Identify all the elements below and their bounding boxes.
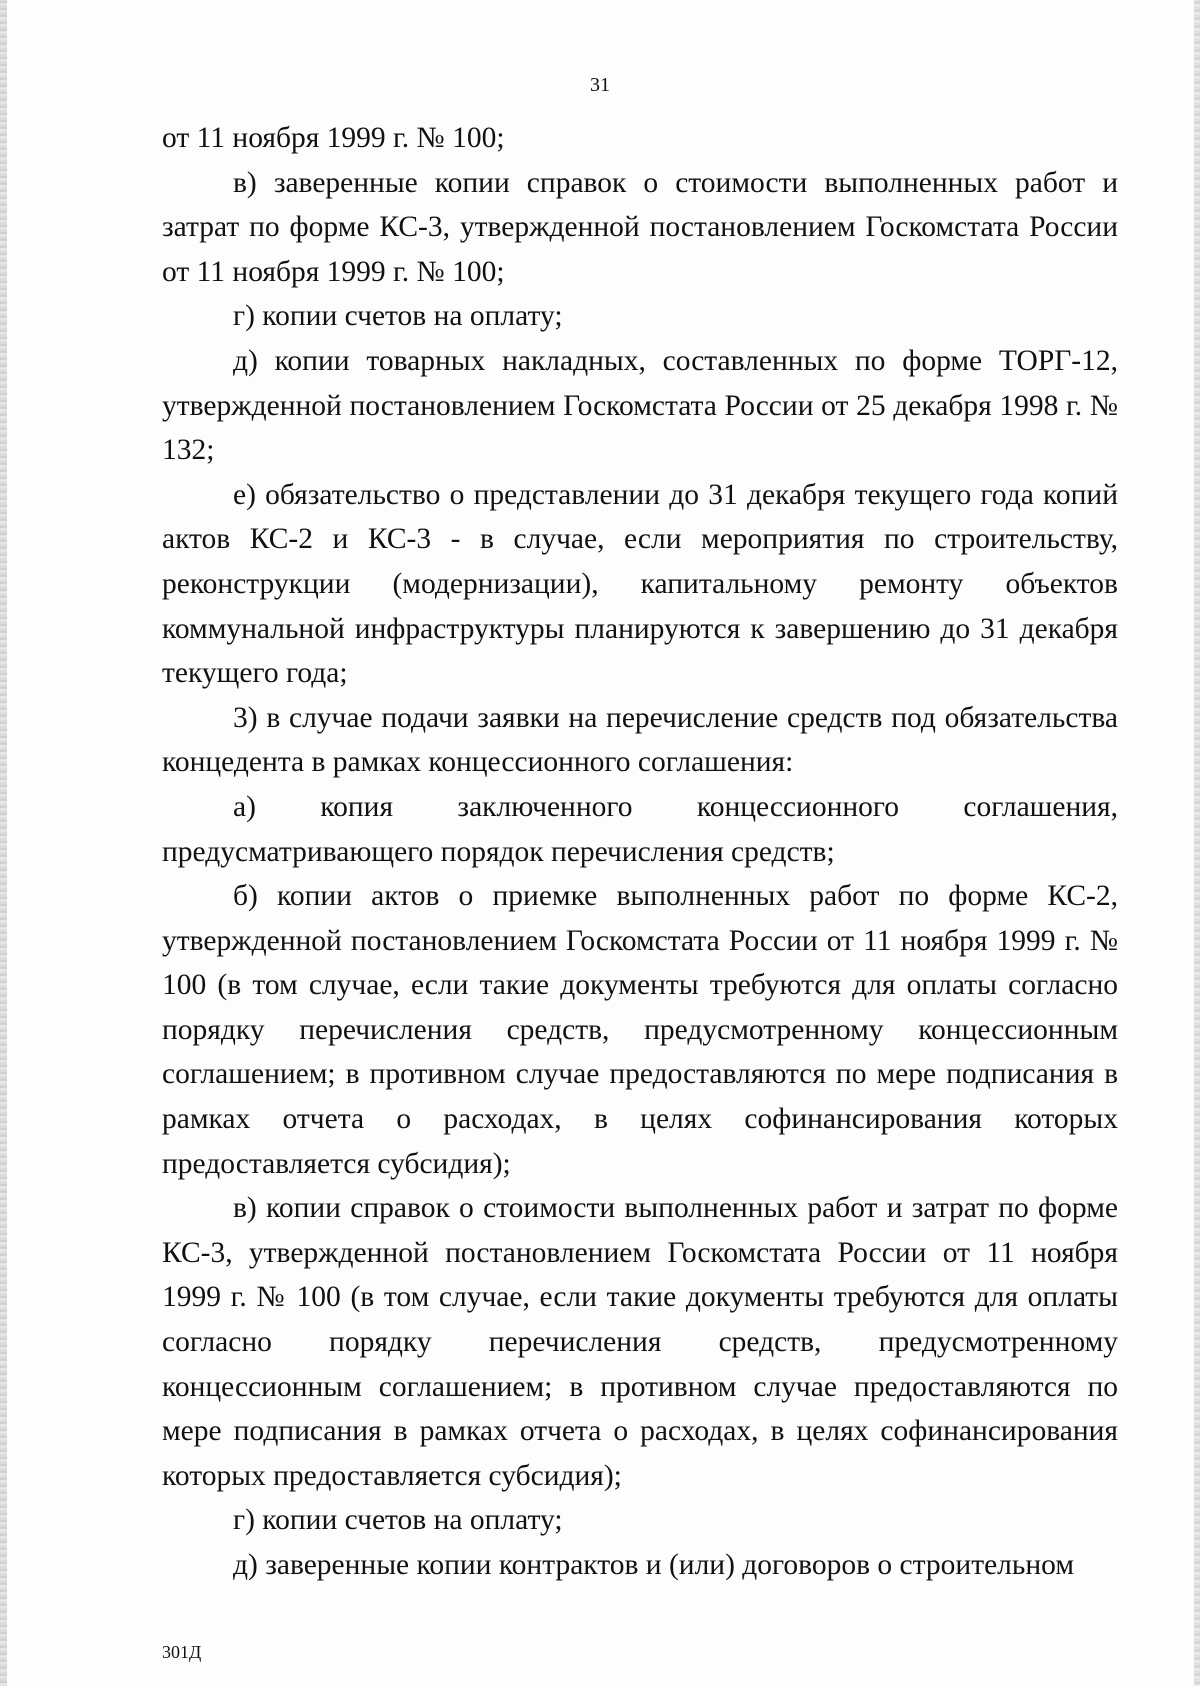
paragraph: д) копии товарных накладных, составленных по форме ТОРГ-12, утвержденной постановлением Госкомстата России от 25 декабря 1998 г. № 132;	[162, 344, 1118, 467]
paragraph: е) обязательство о представлении до 31 декабря текущего года копий актов КС-2 и КС-3 - в случае, если мероприятия по строительству, реконструкции (модернизации), капитальному ремонту объектов коммунальной инфраструктуры планируются к завершению до 31 декабря текущего года;	[162, 478, 1118, 690]
document-body	[162, 116, 1118, 1588]
footer-document-code: 301Д	[162, 1642, 202, 1662]
paragraph: б) копии актов о приемке выполненных работ по форме КС-2, утвержденной постановлением Госкомстата России от 11 ноября 1999 г. № 100 (в том случае, если такие документы требуются для оплаты согласно порядку перечисления средств, предусмотренному концессионным соглашением; в противном случае предоставляются по мере подписания в рамках отчета о расходах, в целях софинансирования которых предоставляется субсидия);	[162, 880, 1118, 1180]
paragraph: д) заверенные копии контрактов и (или) договоров о строительном	[233, 1549, 1074, 1581]
paragraph: в) копии справок о стоимости выполненных работ и затрат по форме КС-3, утвержденной постановлением Госкомстата России от 11 ноября 1999 г. № 100 (в том случае, если такие документы требуются для оплаты согласно порядку перечисления средств, предусмотренному концессионным соглашением; в противном случае предоставляются по мере подписания в рамках отчета о расходах, в целях софинансирования которых предоставляется субсидия);	[162, 1192, 1118, 1492]
paragraph: г) копии счетов на оплату;	[233, 1504, 563, 1537]
paragraph: 3) в случае подачи заявки на перечисление средств под обязательства концедента в рамках концессионного соглашения:	[162, 701, 1118, 779]
paragraph: в) заверенные копии справок о стоимости выполненных работ и затрат по форме КС-3, утвержденной постановлением Госкомстата России от 11 ноября 1999 г. № 100;	[162, 166, 1118, 288]
paragraph: от 11 ноября 1999 г. № 100;	[162, 122, 505, 154]
paragraph: г) копии счетов на оплату;	[233, 300, 563, 333]
scan-edge-right	[1194, 0, 1200, 1686]
paragraph: а) копия заключенного концессионного соглашения, предусматривающего порядок перечисления средств;	[162, 790, 1118, 868]
scan-edge-left	[0, 0, 7, 1686]
page-number: 31	[590, 74, 610, 96]
